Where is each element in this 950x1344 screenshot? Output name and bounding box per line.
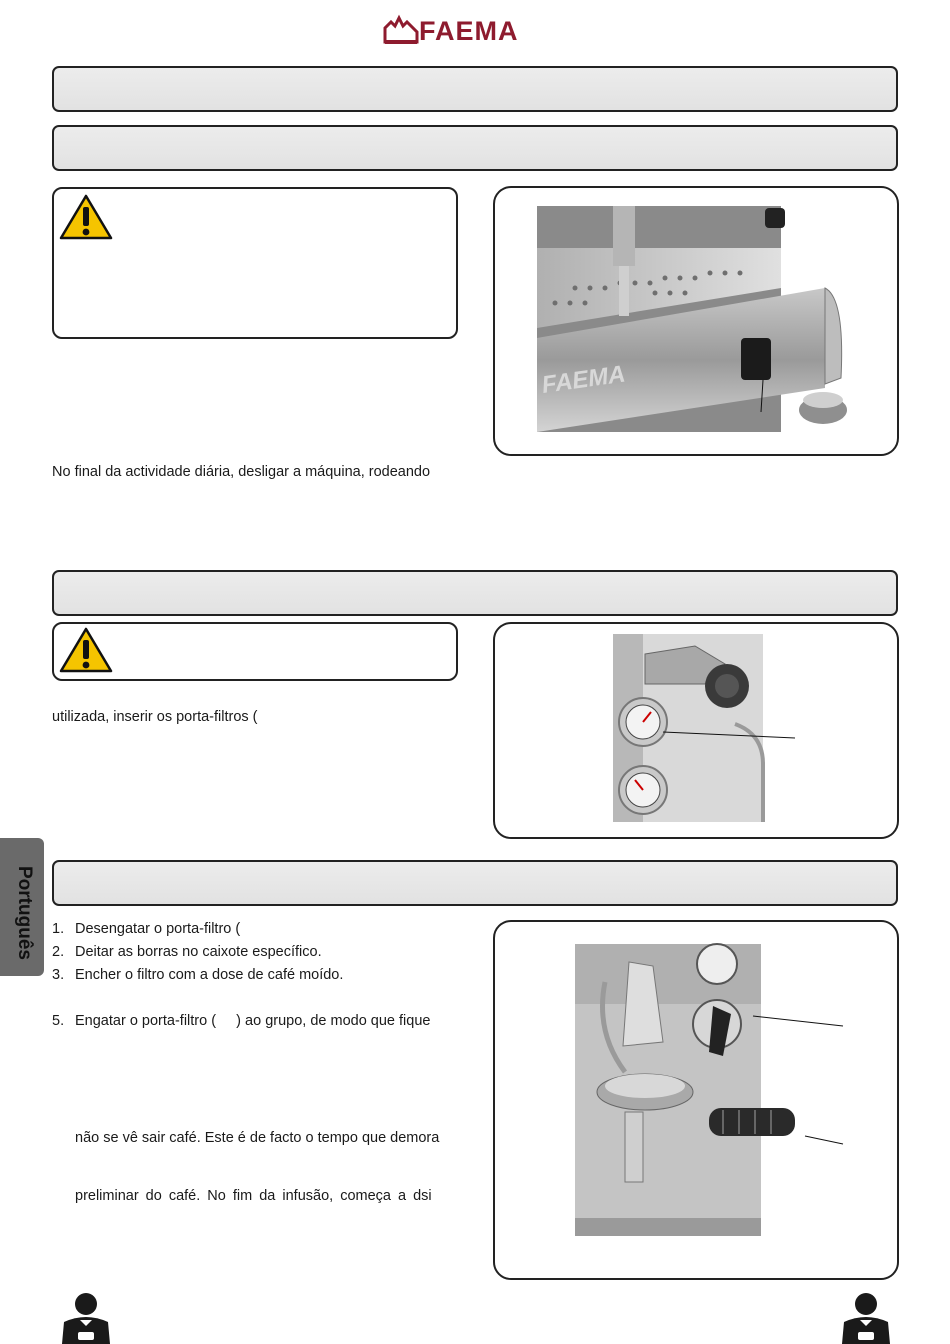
barista-icon xyxy=(836,1290,896,1344)
section-title-bar-1 xyxy=(52,66,898,112)
warning-triangle-icon xyxy=(58,193,114,241)
language-label: Português xyxy=(14,866,35,960)
faema-logo xyxy=(383,14,567,46)
machine-logo-text: FAEMA xyxy=(540,360,628,399)
barista-icon xyxy=(56,1290,116,1344)
language-side-tab[interactable] xyxy=(0,838,44,976)
list-item: 3. Encher o filtro com a dose de café moído. xyxy=(52,967,344,983)
steam-valve-photo xyxy=(495,624,897,837)
step-continuation-1: não se vê sair café. Este é de facto o tempo que demora xyxy=(75,1130,440,1146)
section-title-bar-3 xyxy=(52,570,898,616)
machine-front-photo xyxy=(495,188,897,454)
logo-crown-icon xyxy=(383,14,419,46)
list-item: 5. Engatar o porta-filtro ( ) ao grupo, de modo que fique xyxy=(52,1013,431,1029)
warning-box-2 xyxy=(52,622,458,681)
section-title-bar-4 xyxy=(52,860,898,906)
section-title-bar-2 xyxy=(52,125,898,171)
steam-valve-image xyxy=(493,622,899,839)
filter-holder-text: utilizada, inserir os porta-filtros ( xyxy=(52,709,258,725)
warning-box xyxy=(52,187,458,339)
shutdown-text: No final da actividade diária, desligar a máquina, rodeando xyxy=(52,464,431,480)
coffee-steps-list xyxy=(52,918,430,1033)
group-head-image xyxy=(493,920,899,1280)
warning-triangle-icon xyxy=(58,626,114,674)
list-item: 2. Deitar as borras no caixote específico. xyxy=(52,944,322,960)
list-item: 1. Desengatar o porta-filtro ( xyxy=(52,921,241,937)
machine-front-image xyxy=(493,186,899,456)
group-head-photo xyxy=(495,922,897,1278)
logo-text: FAEMA xyxy=(419,16,519,46)
step-continuation-2: preliminar do café. No fim da infusão, começa a dsi xyxy=(75,1188,432,1204)
